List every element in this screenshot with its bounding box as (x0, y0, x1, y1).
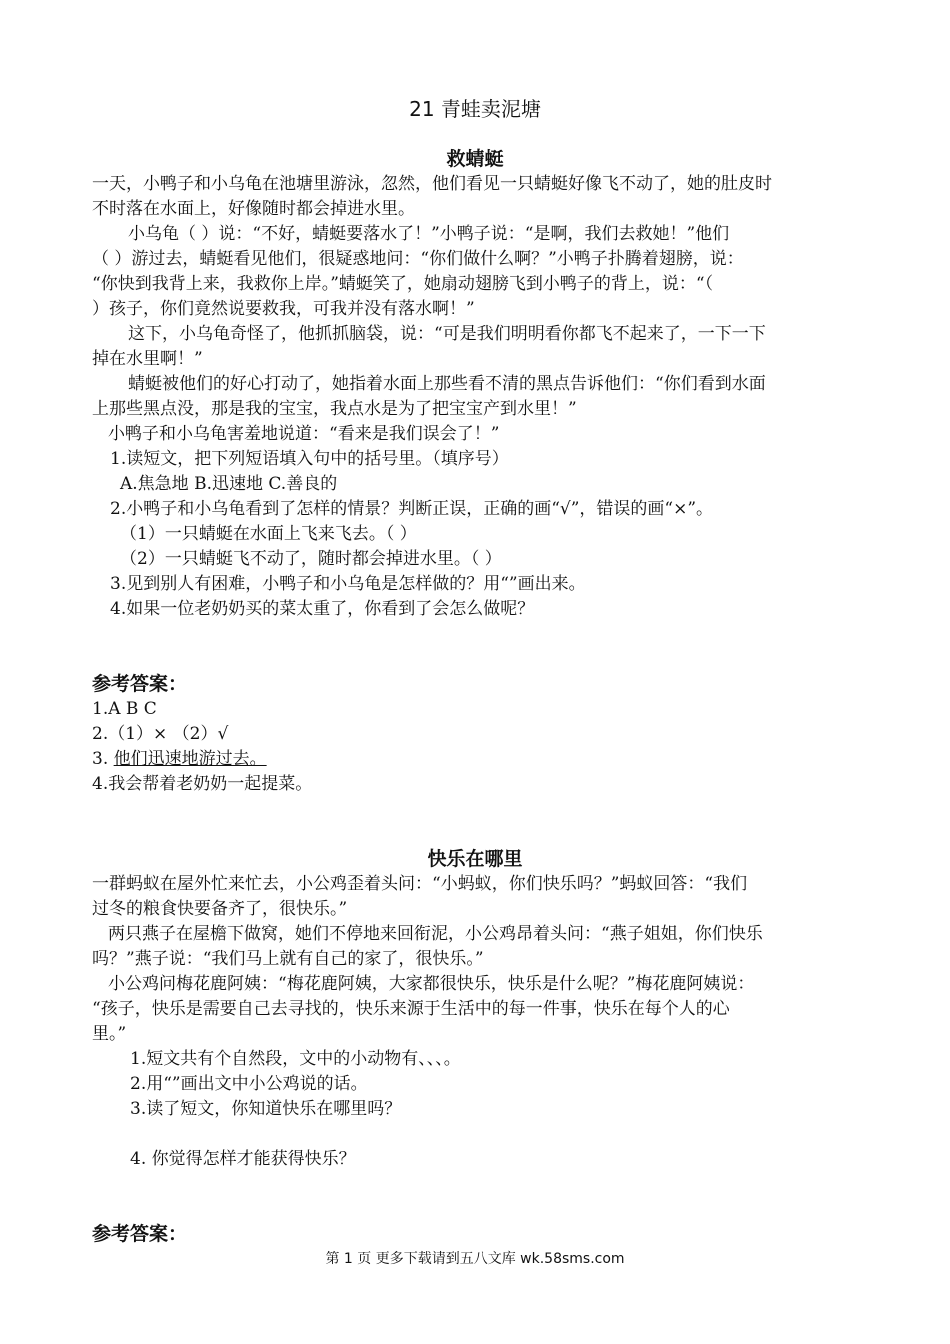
story2-line: 一群蚂蚁在屋外忙来忙去，小公鸡歪着头问：“小蚂蚁，你们快乐吗？”蚂蚁回答：“我们 (92, 874, 748, 894)
page-number: 第 1 页 (325, 1251, 376, 1267)
story2-line: 两只燕子在屋檐下做窝，她们不停地来回衔泥，小公鸡昂着头问：“燕子姐姐，你们快乐 (108, 924, 763, 944)
story1-heading: 救蜻蜓 (446, 148, 504, 170)
story1-line: 上那些黑点没，那是我的宝宝，我点水是为了把宝宝产到水里！” (92, 399, 577, 419)
story1-line: “你快到我背上来，我救你上岸。”蜻蜓笑了，她扇动翅膀飞到小鸭子的背上，说：“（ (92, 274, 714, 294)
answer-number: 3. (92, 749, 114, 769)
story1-answer (92, 747, 267, 771)
story1-line: 一天，小鸭子和小乌龟在池塘里游泳，忽然，他们看见一只蜻蜓好像飞不动了，她的肚皮时 (92, 174, 772, 194)
story1-line: ）孩子，你们竟然说要救我，可我并没有落水啊！” (92, 299, 475, 319)
story1-subquestion: （2）一只蜻蜓飞不动了，随时都会掉进水里。（ ） (120, 549, 502, 569)
story2-line: “孩子，快乐是需要自己去寻找的，快乐来源于生活中的每一件事，快乐在每个人的心 (92, 999, 730, 1019)
story1-line: （ ）游过去，蜻蜓看见他们，很疑惑地问：“你们做什么啊？”小鸭子扑腾着翅膀，说： (92, 249, 744, 269)
story1-answer: 2.（1）× （2）√ (92, 724, 229, 744)
page-footer (0, 1247, 950, 1271)
story2-line: 里。” (92, 1024, 127, 1044)
story2-question: 2.用“”画出文中小公鸡说的话。 (130, 1074, 368, 1094)
story1-line: 小鸭子和小乌龟害羞地说道：“看来是我们误会了！” (108, 424, 500, 444)
story1-question: 2.小鸭子和小乌龟看到了怎样的情景？判断正误，正确的画“√”，错误的画“×”。 (110, 499, 714, 519)
story1-subquestion: （1）一只蜻蜓在水面上飞来飞去。（ ） (120, 524, 417, 544)
story2-line: 吗？”燕子说：“我们马上就有自己的家了，很快乐。” (92, 949, 484, 969)
story2-question: 1.短文共有个自然段，文中的小动物有、、、。 (130, 1049, 461, 1069)
story2-line: 过冬的粮食快要备齐了，很快乐。” (92, 899, 348, 919)
story1-options: A.焦急地 B.迅速地 C.善良的 (120, 474, 338, 494)
story2-question: 3.读了短文，你知道快乐在哪里吗？ (130, 1099, 402, 1119)
story1-answer: 4.我会帮着老奶奶一起提菜。 (92, 774, 313, 794)
story1-line: 这下，小乌龟奇怪了，他抓抓脑袋，说：“可是我们明明看你都飞不起来了，一下一下 (128, 324, 766, 344)
story1-line: 不时落在水面上，好像随时都会掉进水里。 (92, 199, 415, 219)
story2-answer-heading: 参考答案： (92, 1223, 188, 1245)
story1-question: 4.如果一位老奶奶买的菜太重了，你看到了会怎么做呢？ (110, 599, 535, 619)
download-link[interactable]: 更多下载请到五八文库 wk.58sms.com (375, 1251, 625, 1267)
story1-line: 小乌龟（ ）说：“不好，蜻蜓要落水了！”小鸭子说：“是啊，我们去救她！”他们 (128, 224, 730, 244)
story1-question: 3.见到别人有困难，小鸭子和小乌龟是怎样做的？用“”画出来。 (110, 574, 586, 594)
story1-line: 掉在水里啊！” (92, 349, 203, 369)
page-title: 21 青蛙卖泥塘 (409, 97, 541, 121)
story2-line: 小公鸡问梅花鹿阿姨：“梅花鹿阿姨，大家都很快乐，快乐是什么呢？”梅花鹿阿姨说： (108, 974, 755, 994)
underlined-answer: 他们迅速地游过去。 (113, 749, 267, 769)
story1-question: 1.读短文，把下列短语填入句中的括号里。（填序号） (110, 449, 509, 469)
story2-heading: 快乐在哪里 (427, 848, 523, 870)
story2-question: 4. 你觉得怎样才能获得快乐？ (130, 1149, 356, 1169)
story1-answer-heading: 参考答案： (92, 673, 188, 695)
story1-answer: 1.A B C (92, 699, 157, 719)
story1-line: 蜻蜓被他们的好心打动了，她指着水面上那些看不清的黑点告诉他们：“你们看到水面 (128, 374, 766, 394)
